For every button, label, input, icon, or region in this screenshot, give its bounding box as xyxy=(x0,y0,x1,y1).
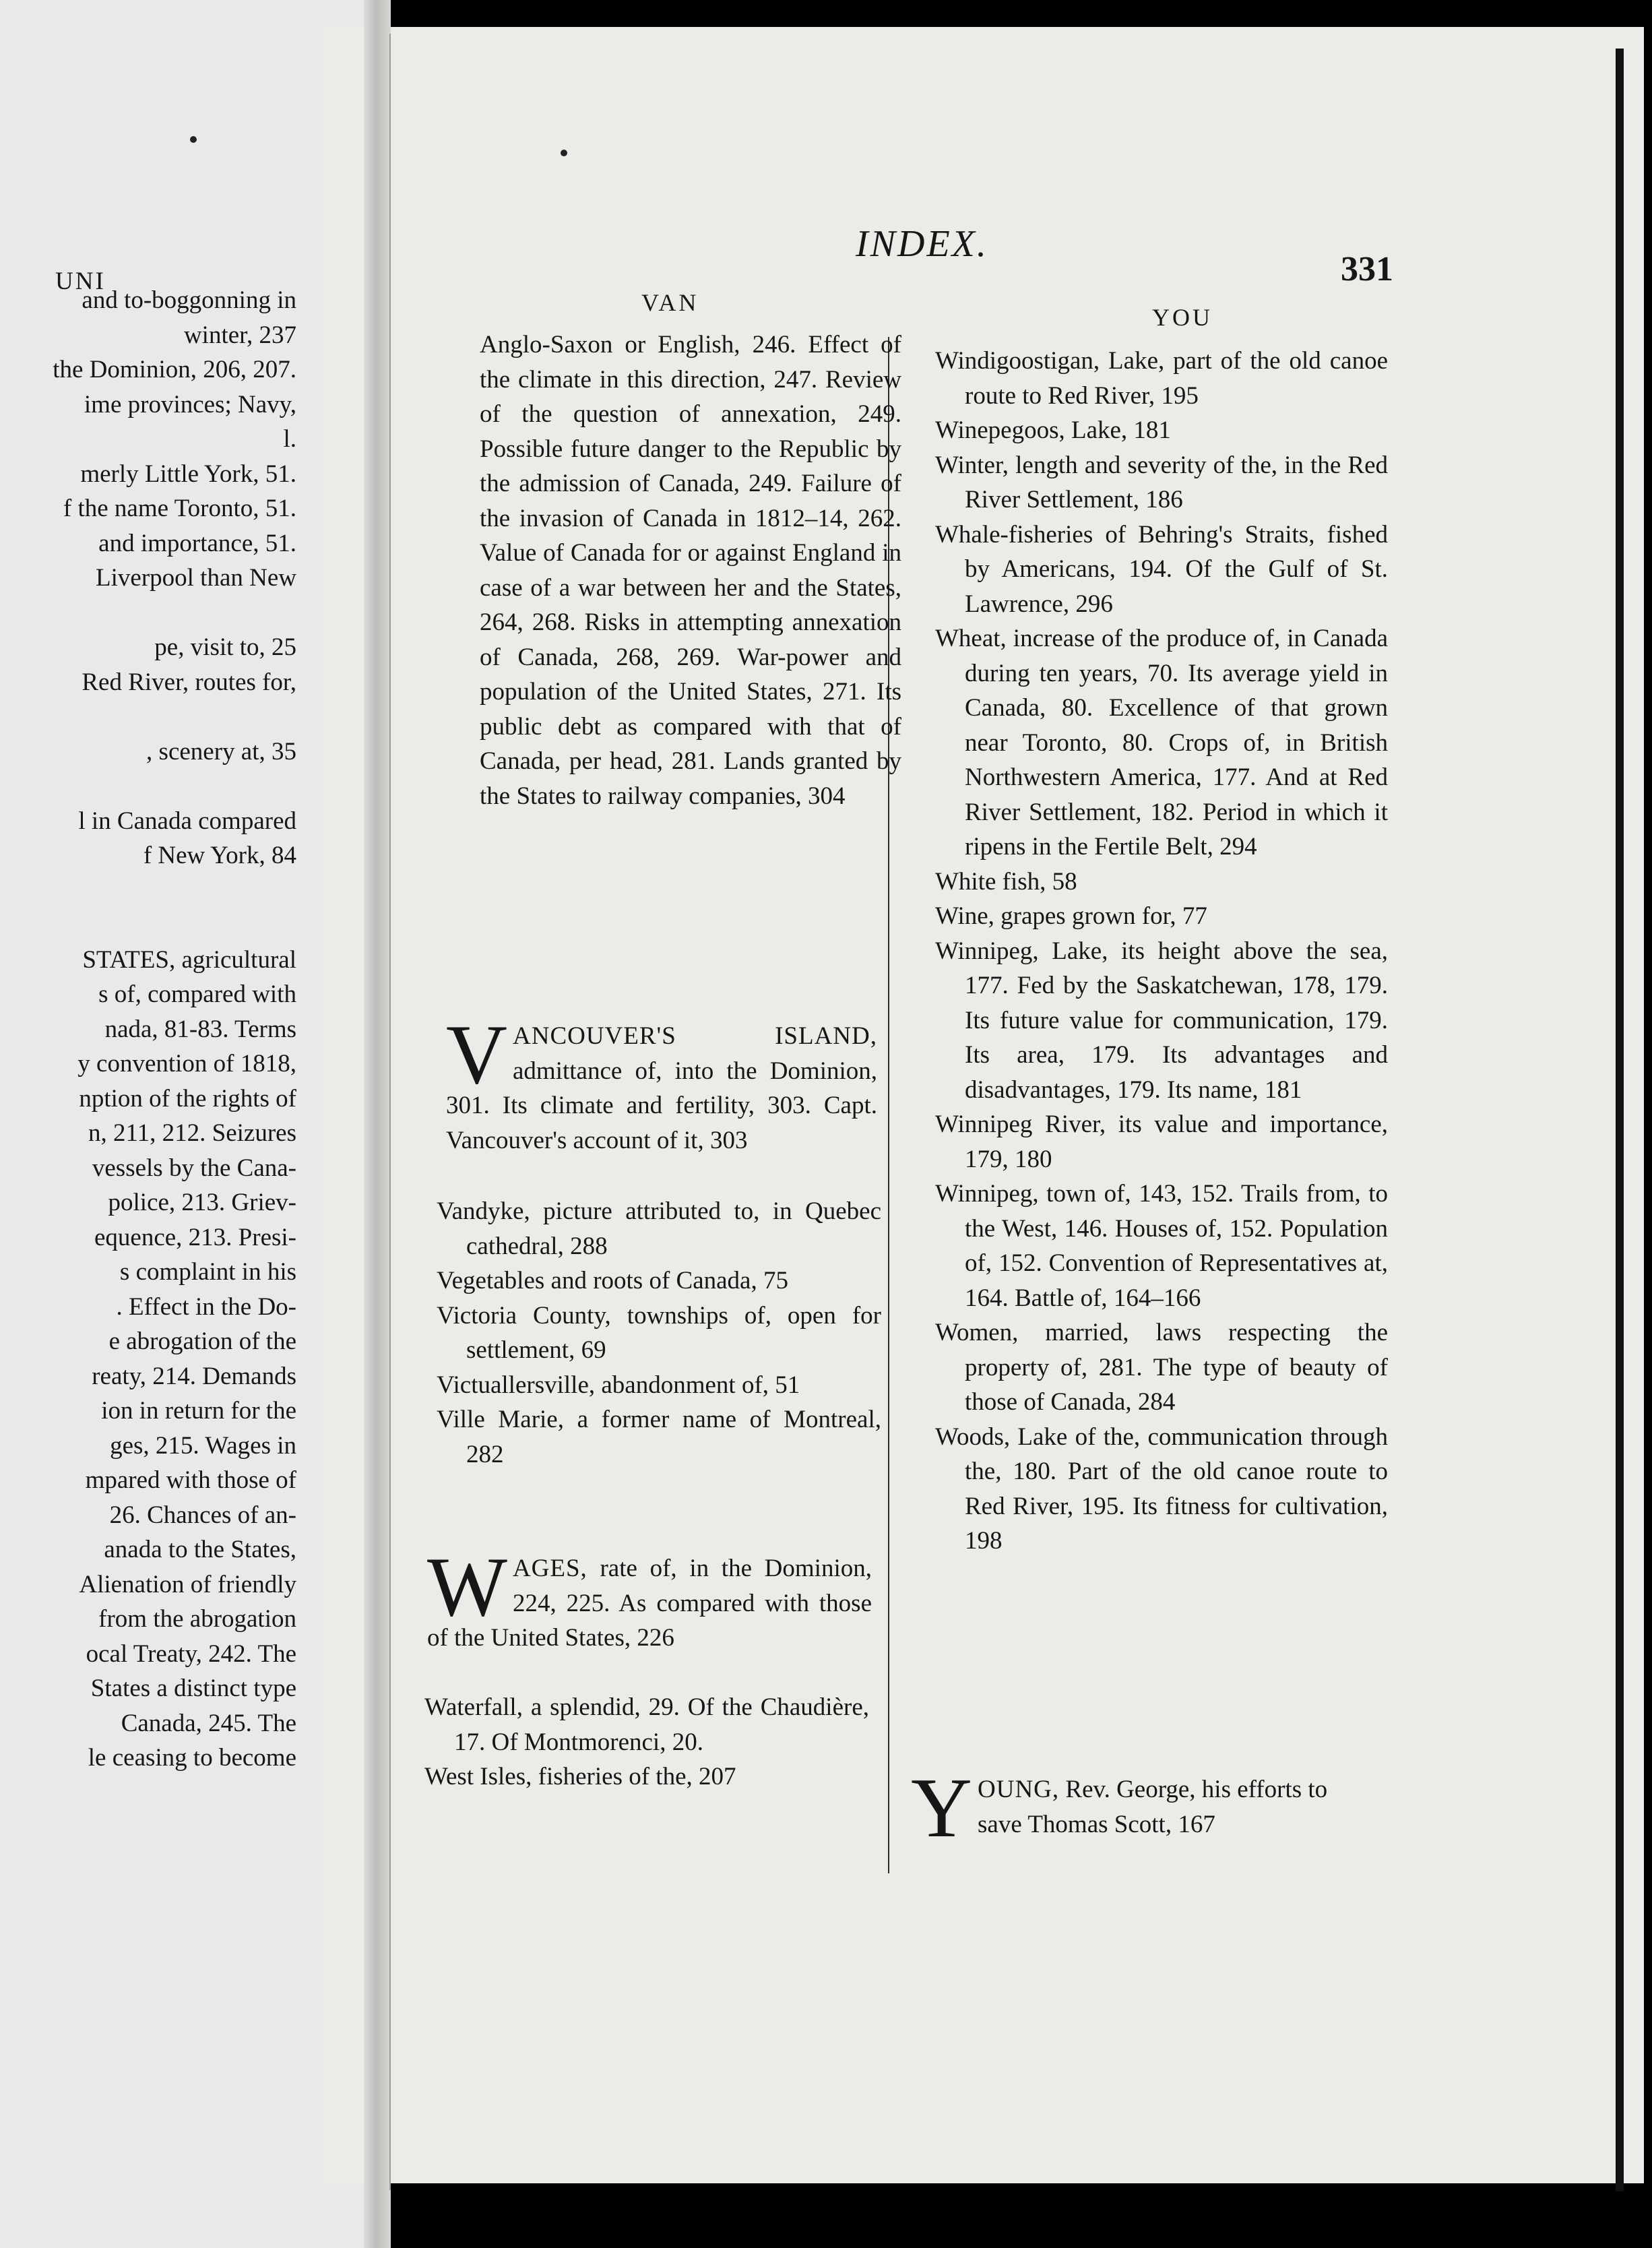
dropcap-v: V xyxy=(446,1008,507,1102)
left-fragment-line: and to-boggonning in xyxy=(82,286,296,314)
left-fragment-line xyxy=(0,699,296,735)
left-fragment-line xyxy=(0,908,296,943)
page-fold-line xyxy=(389,34,391,2190)
left-fragment-line: pe, visit to, 25 xyxy=(154,633,296,661)
index-entry: Vandyke, picture attributed to, in Quebec cathedral, 288 xyxy=(437,1197,881,1260)
left-fragment-line: ocal Treaty, 242. The xyxy=(86,1640,296,1668)
index-entry: Windigoostigan, Lake, part of the old canoe route to Red River, 195 xyxy=(935,347,1388,410)
index-entry: Victuallersville, abandonment of, 51 xyxy=(437,1371,800,1399)
left-page-head: UNI xyxy=(55,268,106,295)
left-fragment-line: the Dominion, 206, 207. xyxy=(53,356,296,383)
index-entry: Winnipeg, town of, 143, 152. Trails from, to the West, 146. Houses of, 152. Population of, 152. Convention of Representatives at, 164. Battle of, 164–166 xyxy=(935,1180,1388,1312)
left-fragment-line: anada to the States, xyxy=(104,1536,296,1563)
left-fragment-line: merly Little York, 51. xyxy=(80,460,296,488)
index-entry: Winter, length and severity of the, in the Red River Settlement, 186 xyxy=(935,451,1388,513)
left-fragment-line: Liverpool than New xyxy=(96,564,296,592)
index-entry-text: Rev. George, his efforts to save Thomas Scott, 167 xyxy=(978,1776,1328,1838)
left-fragment-line: winter, 237 xyxy=(183,321,296,349)
index-entry-text: admittance of, into the Dominion, 301. Its climate and fertility, 303. Capt. Vancouver's account of it, 303 xyxy=(446,1057,877,1154)
column-head-right: YOU xyxy=(1152,304,1213,331)
left-fragment-line: , scenery at, 35 xyxy=(146,737,296,766)
left-fragment-line: States a distinct type xyxy=(90,1675,296,1702)
left-fragment-line: Alienation of friendly xyxy=(79,1570,296,1598)
left-fragment-line: Canada, 245. The xyxy=(121,1709,296,1737)
left-fragment-line: l. xyxy=(283,425,296,453)
left-fragment-line: from the abrogation xyxy=(98,1605,296,1633)
index-entry: West Isles, fisheries of the, 207 xyxy=(424,1763,736,1790)
running-title: INDEX. xyxy=(856,223,988,265)
headword-vancouvers-island: ANCOUVER'S ISLAND, xyxy=(513,1022,877,1050)
left-fragment-line: s of, compared with xyxy=(98,980,296,1008)
left-fragment-line: s complaint in his xyxy=(119,1258,296,1286)
left-fragment-line: . Effect in the Do- xyxy=(116,1292,296,1321)
index-entry: Wheat, increase of the produce of, in Canada during ten years, 70. Its average yield in Canada, 80. Excellence of that grown near Toronto, 80. Crops of, in British Northwestern America, 177. And at Red River Settlement, 182. Period in which it ripens in the Fertile Belt, 294 xyxy=(935,625,1388,861)
left-fragment-line: ion in return for the xyxy=(101,1397,296,1425)
left-fragment-line: nada, 81-83. Terms xyxy=(104,1015,296,1043)
index-entry: Victoria County, townships of, open for settlement, 69 xyxy=(437,1301,881,1364)
left-fragment-line: Red River, routes for, xyxy=(82,668,296,696)
left-fragment-line: ges, 215. Wages in xyxy=(110,1431,296,1460)
left-fragment-line: vessels by the Cana- xyxy=(92,1154,296,1182)
index-entry: White fish, 58 xyxy=(935,867,1077,896)
index-entry: Whale-fisheries of Behring's Straits, fished by Americans, 194. Of the Gulf of St. Lawrence, 296 xyxy=(935,520,1388,618)
left-fragment-line: e abrogation of the xyxy=(108,1328,296,1355)
left-fragment-line: l in Canada compared xyxy=(78,807,296,835)
left-fragment-line: and importance, 51. xyxy=(98,529,296,557)
left-fragment-line: reaty, 214. Demands xyxy=(92,1362,296,1390)
left-fragment-line xyxy=(0,873,296,908)
index-entry-text: rate of, in the Dominion, 224, 225. As compared with those of the United States, 226 xyxy=(427,1555,872,1652)
left-fragment-line: f New York, 84 xyxy=(143,842,296,869)
left-page-fragment xyxy=(0,283,296,1776)
left-fragment-line: police, 213. Griev- xyxy=(108,1189,296,1216)
left-fragment-line xyxy=(0,769,296,804)
index-entry: Women, married, laws respecting the property of, 281. The type of beauty of those of Canada, 284 xyxy=(935,1319,1388,1416)
index-entry: Wine, grapes grown for, 77 xyxy=(935,902,1207,930)
left-fragment-line: n, 211, 212. Seizures xyxy=(88,1119,296,1147)
index-entry: Winnipeg, Lake, its height above the sea, 177. Fed by the Saskatchewan, 178, 179. Its future value for communication, 179. Its area, 179. Its advantages and disadvantages, 179. Its name, 181 xyxy=(935,937,1388,1104)
headword-young: OUNG, xyxy=(978,1776,1060,1803)
index-section-y xyxy=(911,1761,1369,1855)
speck-mark xyxy=(190,136,197,143)
page-edge-shadow xyxy=(1616,49,1624,2191)
left-fragment-line: mpared with those of xyxy=(85,1466,296,1494)
index-entry: Ville Marie, a former name of Montreal, 282 xyxy=(437,1406,881,1468)
left-fragment-line xyxy=(0,596,296,631)
index-column-2 xyxy=(935,344,1388,1559)
column-head-left: VAN xyxy=(641,289,699,316)
index-entry: Winepegoos, Lake, 181 xyxy=(935,416,1171,444)
index-entry: Winnipeg River, its value and importance, 179, 180 xyxy=(935,1111,1388,1173)
index-entry: Woods, Lake of the, communication through the, 180. Part of the old canoe route to Red River, 195. Its fitness for cultivation, 198 xyxy=(935,1423,1388,1555)
left-fragment-line: nption of the rights of xyxy=(79,1084,296,1113)
speck-mark xyxy=(561,150,567,156)
left-fragment-line: y convention of 1818, xyxy=(77,1050,296,1078)
left-fragment-line: f the name Toronto, 51. xyxy=(63,495,296,522)
dropcap-y: Y xyxy=(911,1761,972,1855)
index-section-v xyxy=(446,1008,877,1158)
index-entry: Anglo-Saxon or English, 246. Effect of the climate in this direction, 247. Review of the question of annexation, 249. Possible future danger to the Republic by the admission of Canada, 249. Failure of the invasion of Canada in 1812–14, 262. Value of Canada for or against England in case of a war between her and the States, 264, 268. Risks in attempting annexation of Canada, 268, 269. War-power and population of the United States, 271. Its public debt as compared with that of Canada, per head, 281. Lands granted by the States to railway companies, 304 xyxy=(480,331,901,810)
dropcap-w: W xyxy=(427,1540,507,1634)
index-entry: Vegetables and roots of Canada, 75 xyxy=(437,1267,788,1294)
page-number: 331 xyxy=(1341,250,1393,288)
index-entry: Waterfall, a splendid, 29. Of the Chaudière, 17. Of Montmorenci, 20. xyxy=(424,1693,869,1756)
index-column-1-v-entries xyxy=(437,1194,881,1472)
left-fragment-line: le ceasing to become xyxy=(88,1744,296,1772)
index-section-w xyxy=(427,1540,872,1656)
left-fragment-line: ime provinces; Navy, xyxy=(84,390,296,418)
left-fragment-line: STATES, agricultural xyxy=(82,945,296,974)
left-fragment-line: equence, 213. Presi- xyxy=(94,1223,296,1251)
headword-wages: AGES, xyxy=(512,1555,587,1582)
left-fragment-line: 26. Chances of an- xyxy=(109,1501,296,1529)
book-gutter xyxy=(364,0,391,2248)
index-column-1-w-entries xyxy=(424,1690,869,1794)
index-column-1-continued xyxy=(480,327,901,813)
